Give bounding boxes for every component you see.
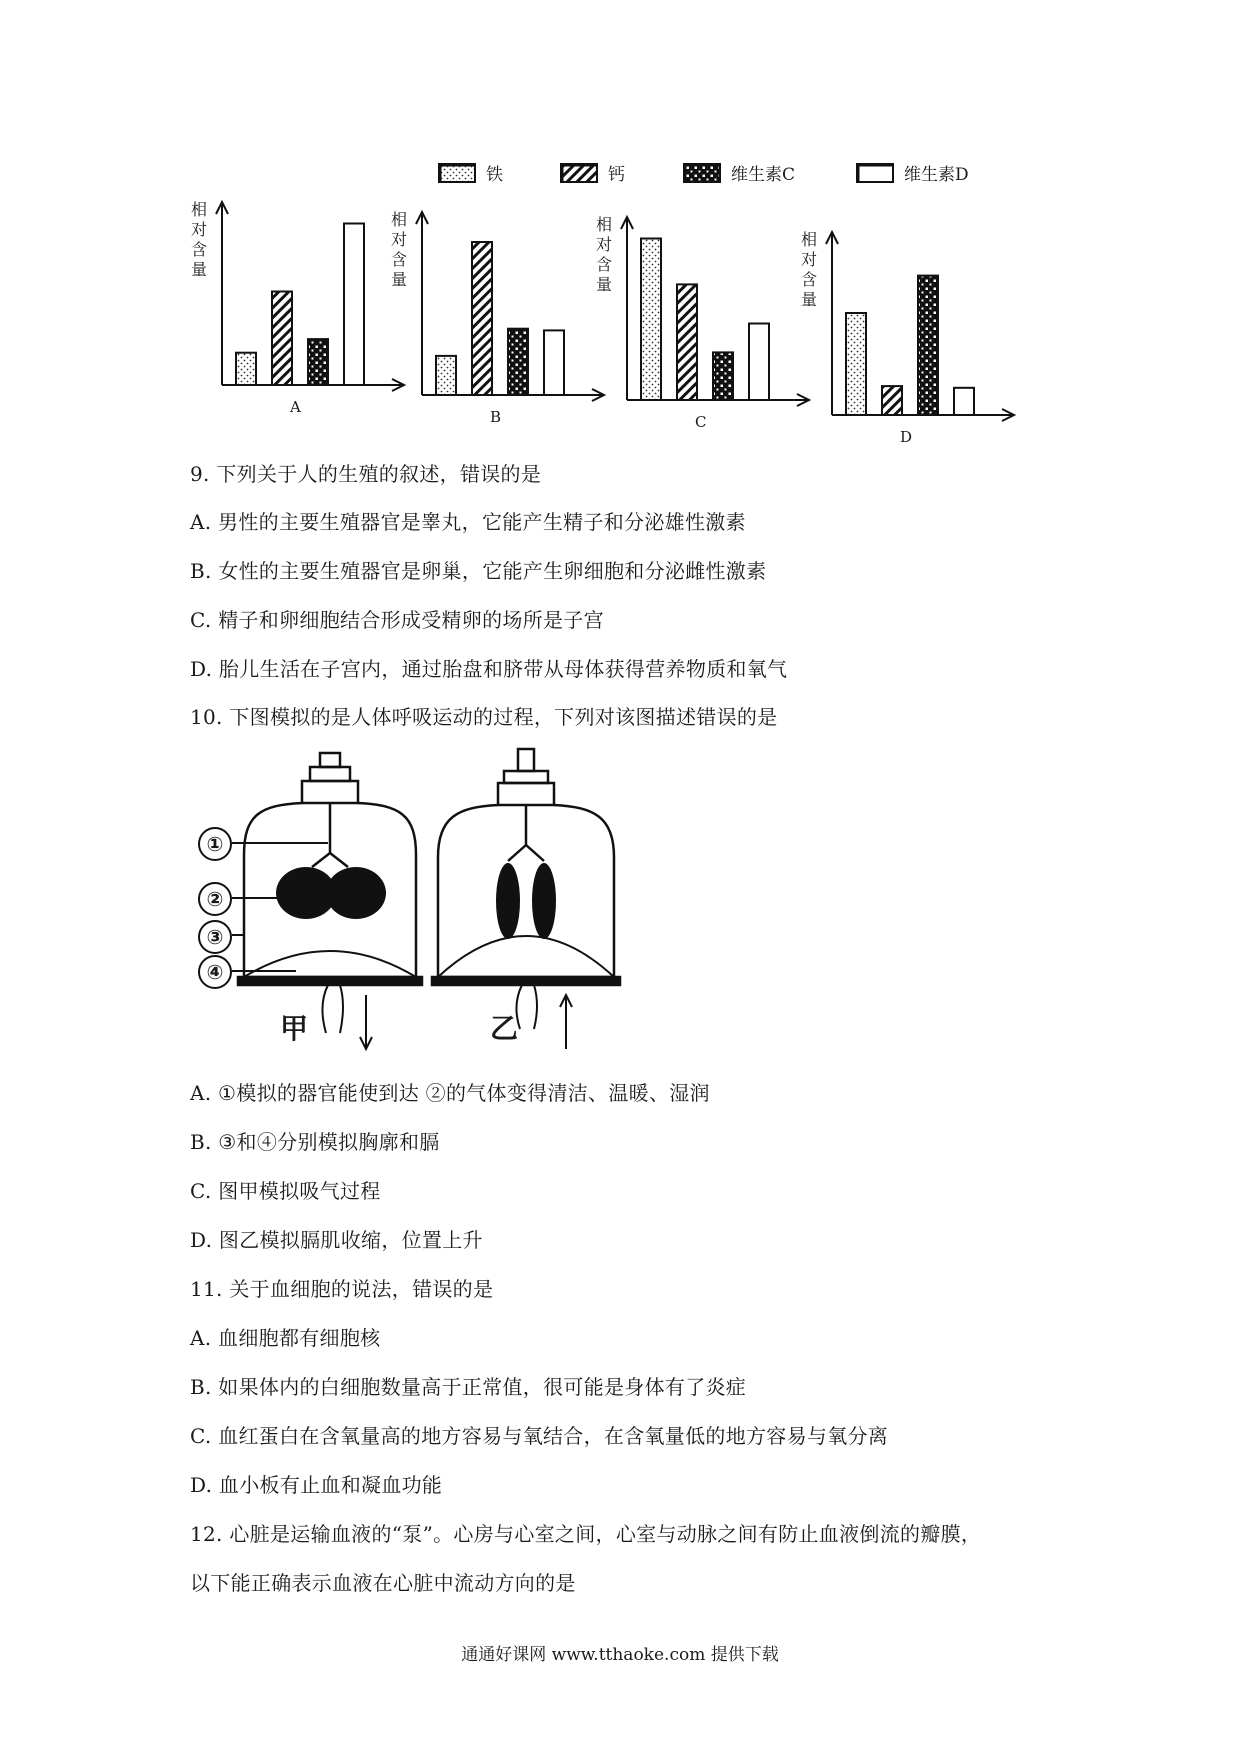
figure-label-4: ④ bbox=[198, 955, 232, 989]
chart-svg-c bbox=[615, 215, 815, 415]
question-9-option-b: B. 女性的主要生殖器官是卵巢，它能产生卵细胞和分泌雌性激素 bbox=[190, 559, 767, 583]
figure-label-2: ② bbox=[198, 882, 232, 916]
respiration-model-figure bbox=[200, 745, 660, 1069]
question-9-option-c: C. 精子和卵细胞结合形成受精卵的场所是子宫 bbox=[190, 608, 604, 632]
bar-3 bbox=[344, 224, 364, 386]
y-axis bbox=[621, 217, 633, 400]
bar-2 bbox=[713, 352, 733, 400]
y-axis bbox=[416, 212, 428, 395]
legend-label: 维生素C bbox=[731, 165, 796, 185]
question-10-option-c: C. 图甲模拟吸气过程 bbox=[190, 1179, 381, 1203]
bar-2 bbox=[508, 329, 528, 395]
question-11-stem: 11. 关于血细胞的说法，错误的是 bbox=[190, 1277, 494, 1301]
bar-3 bbox=[954, 388, 974, 415]
chart-svg-d bbox=[820, 230, 1020, 430]
chart-xlabel: A bbox=[290, 398, 301, 416]
bar-0 bbox=[846, 313, 866, 415]
bar-2 bbox=[308, 339, 328, 385]
chart-xlabel: C bbox=[695, 413, 707, 431]
chart-ylabel: 相对含量 bbox=[390, 210, 407, 289]
question-10-option-d: D. 图乙模拟膈肌收缩，位置上升 bbox=[190, 1228, 483, 1252]
question-11-option-b: B. 如果体内的白细胞数量高于正常值，很可能是身体有了炎症 bbox=[190, 1375, 747, 1399]
legend-item-vitamin-d bbox=[856, 160, 969, 185]
chart-svg-b bbox=[410, 210, 610, 410]
bottle-yi bbox=[432, 749, 620, 1049]
question-10-stem: 10. 下图模拟的是人体呼吸运动的过程，下列对该图描述错误的是 bbox=[190, 705, 778, 729]
question-12-stem-line2: 以下能正确表示血液在心脏中流动方向的是 bbox=[190, 1571, 576, 1595]
figure-caption-jia: 甲 bbox=[280, 1012, 309, 1045]
legend-swatch-vitamin-d bbox=[856, 163, 894, 183]
y-axis bbox=[826, 232, 838, 415]
question-11-option-d: D. 血小板有止血和凝血功能 bbox=[190, 1473, 443, 1497]
legend-label: 维生素D bbox=[904, 165, 969, 185]
question-11-option-a: A. 血细胞都有细胞核 bbox=[190, 1326, 381, 1350]
figure-label-1: ① bbox=[198, 827, 232, 861]
legend-label: 钙 bbox=[608, 165, 625, 185]
y-axis bbox=[216, 202, 228, 385]
chart-xlabel: B bbox=[490, 408, 502, 426]
question-9-option-a: A. 男性的主要生殖器官是睾丸，它能产生精子和分泌雄性激素 bbox=[190, 510, 746, 534]
bar-1 bbox=[472, 242, 492, 395]
legend-item-calcium bbox=[560, 160, 625, 185]
question-11-option-c: C. 血红蛋白在含氧量高的地方容易与氧结合，在含氧量低的地方容易与氧分离 bbox=[190, 1424, 889, 1448]
legend-label: 铁 bbox=[486, 165, 503, 185]
legend-swatch-vitamin-c bbox=[683, 163, 721, 183]
chart-svg-a bbox=[210, 200, 410, 400]
bar-1 bbox=[882, 386, 902, 415]
bar-0 bbox=[436, 356, 456, 395]
bell-jar-diagram bbox=[200, 745, 660, 1065]
chart-ylabel: 相对含量 bbox=[800, 230, 817, 309]
figure-label-3: ③ bbox=[198, 920, 232, 954]
question-12-stem-line1: 12. 心脏是运输血液的“泵”。心房与心室之间，心室与动脉之间有防止血液倒流的瓣膜， bbox=[190, 1522, 982, 1546]
bar-2 bbox=[918, 276, 938, 415]
legend-item-iron bbox=[438, 160, 503, 185]
bar-1 bbox=[272, 292, 292, 386]
legend-swatch-calcium bbox=[560, 163, 598, 183]
question-10-option-b: B. ③和④分别模拟胸廓和膈 bbox=[190, 1130, 440, 1154]
figure-caption-yi: 乙 bbox=[490, 1012, 519, 1045]
question-10-option-a: A. ①模拟的器官能使到达 ②的气体变得清洁、温暖、湿润 bbox=[190, 1081, 710, 1105]
bar-3 bbox=[749, 324, 769, 401]
legend-item-vitamin-c bbox=[683, 160, 795, 185]
bar-0 bbox=[641, 239, 661, 401]
question-9-option-d: D. 胎儿生活在子宫内，通过胎盘和脐带从母体获得营养物质和氧气 bbox=[190, 657, 788, 681]
chart-ylabel: 相对含量 bbox=[595, 215, 612, 294]
question-9-stem: 9. 下列关于人的生殖的叙述，错误的是 bbox=[190, 462, 542, 486]
chart-ylabel: 相对含量 bbox=[190, 200, 207, 279]
legend-swatch-iron bbox=[438, 163, 476, 183]
bar-0 bbox=[236, 353, 256, 385]
bar-3 bbox=[544, 330, 564, 395]
chart-xlabel: D bbox=[900, 428, 913, 446]
page-footer: 通通好课网 www.tthaoke.com 提供下载 bbox=[461, 1645, 779, 1665]
bar-1 bbox=[677, 284, 697, 400]
